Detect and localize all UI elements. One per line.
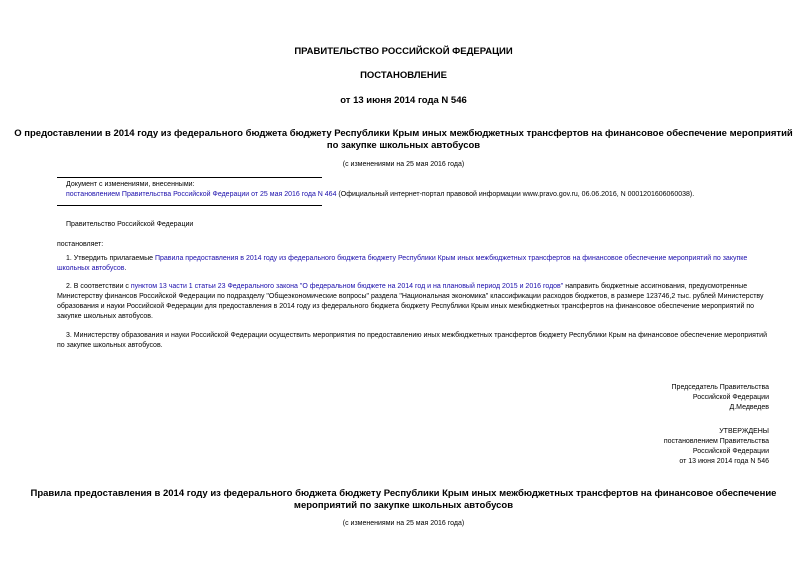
document-date-number: от 13 июня 2014 года N 546 [340, 95, 467, 106]
rules-amendments-note: (с изменениями на 25 мая 2016 года) [342, 520, 465, 527]
divider-bottom [57, 205, 322, 206]
paragraph-2-text: направить бюджетные ассигнования, предусмотренные Министерству финансов Российской Федерации по подразделу "Общеэкономические вопросы" раздела "Национальная экономика" классификации расходов бюджетов, в размере 123746,2 тыс. рублей Министерству образования и науки Российской Федерации для предоставления в 2014 году из федерального бюджета бюджету Республики Крым иных межбюджетных трансфертов на финансовое обеспечение мероприятий по закупке школьных автобусов. [57, 283, 764, 320]
amendments-box-line1: Документ с изменениями, внесенными: [66, 181, 195, 188]
government-name: ПРАВИТЕЛЬСТВО РОССИЙСКОЙ ФЕДЕРАЦИИ [294, 46, 513, 57]
federal-law-link[interactable]: пунктом 13 части 1 статьи 23 Федерального закона "О федеральном бюджете на 2014 год и на плановый период 2015 и 2016 годов" [130, 283, 564, 290]
rules-title-line2: мероприятий по закупке школьных автобусов [293, 500, 514, 511]
approval-date: от 13 июня 2014 года N 546 [679, 458, 769, 465]
rules-title-line1: Правила предоставления в 2014 году из федерального бюджета бюджету Республики Крым иных межбюджетных трансфертов на финансовое обеспечение [30, 488, 777, 499]
paragraph-1-prefix: 1. Утвердить прилагаемые [66, 255, 155, 262]
paragraph-1 [57, 254, 769, 274]
rules-link[interactable]: Правила предоставления в 2014 году из федерального бюджета бюджету Республики Крым иных межбюджетных трансфертов на финансовое обеспечение мероприятий по закупке школьных автобусов [57, 255, 748, 272]
document-title-line1: О предоставлении в 2014 году из федерального бюджета бюджету Республики Крым иных межбюджетных трансфертов на финансовое обеспечение мероприятий [14, 128, 793, 139]
approval-by: постановлением Правительства [663, 438, 769, 445]
approval-block [664, 427, 769, 467]
signature-name: Д.Медведев [729, 404, 769, 411]
amendments-note: (с изменениями на 25 мая 2016 года) [342, 161, 465, 168]
paragraph-2-prefix: 2. В соответствии с [66, 283, 131, 290]
amendments-box [66, 180, 786, 200]
paragraph-2 [57, 282, 769, 322]
approval-title: УТВЕРЖДЕНЫ [719, 428, 769, 435]
paragraph-3: 3. Министерству образования и науки Российской Федерации осуществить мероприятия по предоставлению иных межбюджетных трансфертов бюджету Республики Крым на финансовое обеспечение мероприятий по закупке школьных автобусов. [57, 332, 767, 349]
rules-title [0, 488, 807, 512]
document-title-line2: по закупке школьных автобусов [326, 140, 481, 151]
divider-top [57, 177, 322, 178]
amending-decree-link[interactable]: постановлением Правительства Российской Федерации от 25 мая 2016 года N 464 [66, 191, 337, 198]
amending-decree-source: (Официальный интернет-портал правовой информации www.pravo.gov.ru, 06.06.2016, N 0001201606060038). [336, 191, 695, 198]
signature-block [672, 383, 769, 413]
paragraph-1-suffix: . [124, 265, 127, 272]
document-type: ПОСТАНОВЛЕНИЕ [360, 70, 447, 81]
signature-country: Российской Федерации [692, 394, 769, 401]
amendments-box-line2 [66, 190, 786, 200]
decrees-word: постановляет: [57, 241, 104, 248]
approval-country: Российской Федерации [692, 448, 769, 455]
signature-title: Председатель Правительства [671, 384, 769, 391]
intro-text: Правительство Российской Федерации [66, 221, 194, 228]
document-title [0, 128, 807, 152]
